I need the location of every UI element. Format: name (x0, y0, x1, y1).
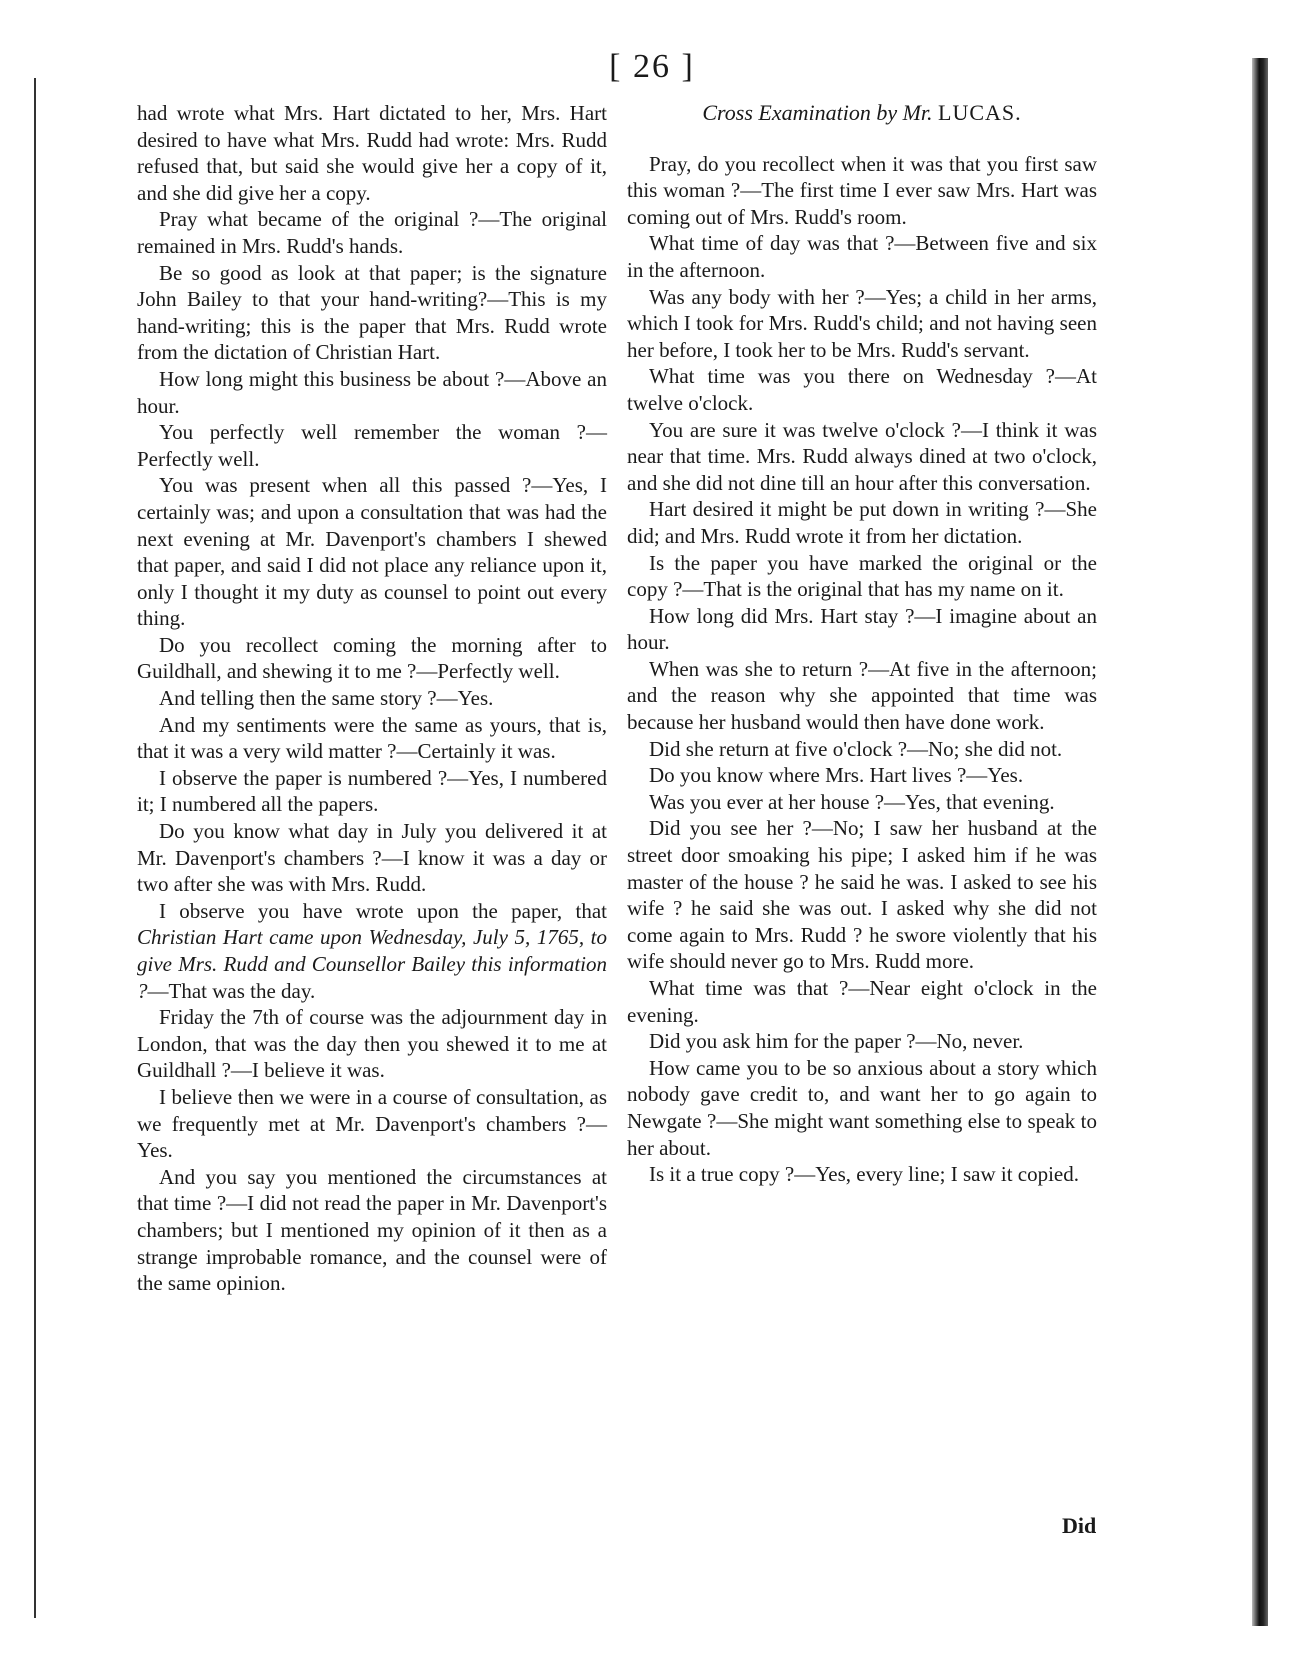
page-edge-rule-left (34, 78, 36, 1618)
paragraph: And my sentiments were the same as yours, that is, that it was a very wild matter ?—Certainly it was. (137, 712, 607, 764)
paragraph: What time was that ?—Near eight o'clock in the evening. (627, 976, 1097, 1027)
paragraph: Is it a true copy ?—Yes, every line; I saw it copied. (649, 1162, 1080, 1187)
paragraph: Pray what became of the original ?—The original remained in Mrs. Rudd's hands. (137, 207, 607, 258)
section-heading-name: LUCAS. (938, 100, 1022, 125)
paragraph: Was you ever at her house ?—Yes, that evening. (649, 789, 1055, 814)
paragraph: Did you see her ?—No; I saw her husband at the street door smoaking his pipe; I asked him if he was master of the house ? he said he was. I asked to see his wife ? he said she was out. I asked why she did not come again to Mrs. Rudd ? he swore violently that his wife should never go to Mrs. Rudd more. (627, 816, 1097, 974)
right-column (627, 100, 1097, 1188)
paragraph: What time of day was that ?—Between five and six in the afternoon. (627, 231, 1097, 282)
paragraph: I believe then we were in a course of consultation, as we frequently met at Mr. Davenport's chambers ?—Yes. (137, 1084, 607, 1163)
paragraph: Be so good as look at that paper; is the signature John Bailey to that your hand-writing?—This is my hand-writing; this is the paper that Mrs. Rudd wrote from the dictation of Christian Hart. (137, 260, 607, 365)
paragraph: And you say you mentioned the circumstances at that time ?—I did not read the paper in Mr. Davenport's chambers; but I mentioned my opinion of it then as a strange improbable romance, and the counsel were of the same opinion. (137, 1164, 607, 1296)
paragraph: You are sure it was twelve o'clock ?—I think it was near that time. Mrs. Rudd always dined at two o'clock, and she did not dine till an hour after this conversation. (627, 417, 1097, 495)
paragraph: Do you recollect coming the morning after to Guildhall, and shewing it to me ?—Perfectly well. (137, 632, 607, 684)
paragraph: You perfectly well remember the woman ?—Perfectly well. (137, 420, 607, 471)
paragraph: Do you know where Mrs. Hart lives ?—Yes. (649, 763, 1024, 788)
paragraph: Friday the 7th of course was the adjournment day in London, that was the day then you shewed it to me at Guildhall ?—I believe it was. (137, 1005, 607, 1083)
paragraph-answer: —That was the day. (147, 978, 316, 1003)
paragraph: Did she return at five o'clock ?—No; she did not. (649, 736, 1063, 761)
italic-quotation: Christian Hart came upon Wednesday, July 5, 1765, to give Mrs. Rudd and Counsellor Bailey this information ? (137, 925, 607, 1003)
paragraph: Is the paper you have marked the original or the copy ?—That is the original that has my name on it. (627, 550, 1097, 602)
catchword: Did (1062, 1513, 1097, 1538)
paragraph: And telling then the same story ?—Yes. (159, 686, 494, 711)
page-number: [ 26 ] (609, 48, 695, 85)
paragraph: Pray, do you recollect when it was that you first saw this woman ?—The first time I ever saw Mrs. Hart was coming out of Mrs. Rudd's room. (627, 151, 1097, 229)
paragraph: Do you know what day in July you delivered it at Mr. Davenport's chambers ?—I know it was a day or two after she was with Mrs. Rudd. (137, 819, 607, 897)
paragraph: Hart desired it might be put down in writing ?—She did; and Mrs. Rudd wrote it from her dictation. (627, 497, 1097, 548)
section-heading (627, 100, 1097, 127)
paragraph (137, 898, 607, 1004)
paragraph: How came you to be so anxious about a story which nobody gave credit to, and want her to go again to Newgate ?—She might want something else to speak to her about. (627, 1055, 1097, 1160)
paragraph: had wrote what Mrs. Hart dictated to her, Mrs. Hart desired to have what Mrs. Rudd had wrote: Mrs. Rudd refused that, but said she would give her a copy of it, and she did give her a copy. (137, 101, 607, 205)
paragraph: What time was you there on Wednesday ?—At twelve o'clock. (627, 364, 1097, 415)
page-edge-shadow-right (1252, 58, 1268, 1626)
left-column (137, 100, 607, 1297)
paragraph-lead: I observe you have wrote upon the paper, that (159, 898, 607, 923)
paragraph: Was any body with her ?—Yes; a child in her arms, which I took for Mrs. Rudd's child; and not having seen her before, I took her to be Mrs. Rudd's servant. (627, 284, 1097, 362)
paragraph: When was she to return ?—At five in the afternoon; and the reason why she appointed that time was because her husband would then have done work. (627, 656, 1097, 735)
section-heading-prefix: Cross Examination by Mr. (702, 100, 933, 125)
paragraph: Did you ask him for the paper ?—No, never. (649, 1029, 1024, 1054)
paragraph: How long might this business be about ?—Above an hour. (137, 366, 607, 418)
paragraph: I observe the paper is numbered ?—Yes, I numbered it; I numbered all the papers. (137, 765, 607, 817)
paragraph: How long did Mrs. Hart stay ?—I imagine about an hour. (627, 603, 1097, 655)
paragraph: You was present when all this passed ?—Yes, I certainly was; and upon a consultation that was had the next evening at Mr. Davenport's chambers I shewed that paper, and said I did not place any reliance upon it, only I thought it my duty as counsel to point out every thing. (137, 473, 607, 631)
